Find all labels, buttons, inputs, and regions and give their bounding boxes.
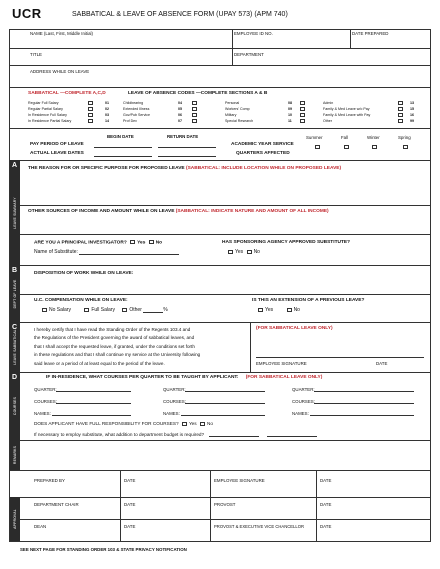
- actual-return-input[interactable]: [158, 151, 216, 157]
- substitute-budget-row: [34, 431, 317, 437]
- full-responsibility-row: [34, 421, 213, 426]
- substitute-row: [34, 249, 179, 255]
- code-label: In Residence Full Salary: [28, 113, 67, 117]
- summer-checkbox[interactable]: [315, 145, 320, 149]
- employee-id-label: EMPLOYEE ID NO.: [234, 31, 273, 36]
- full-salary-checkbox[interactable]: [84, 308, 89, 312]
- employee-signature-input[interactable]: [214, 485, 314, 495]
- section-c-sabbatical-note: (FOR SABBATICAL LEAVE ONLY): [256, 326, 333, 331]
- actual-dates-label: ACTUAL LEAVE DATES: [30, 151, 84, 156]
- season-fall-label: Fall: [341, 135, 349, 140]
- title-input[interactable]: [30, 57, 230, 65]
- code-checkbox-03[interactable]: [88, 113, 93, 117]
- pi-yes-checkbox[interactable]: [130, 240, 135, 244]
- names-label: NAMES:: [34, 411, 51, 416]
- code-label: Gov/Pub Service: [123, 113, 150, 117]
- reason-label: [28, 166, 341, 171]
- provost-label: PROVOST: [214, 502, 236, 507]
- substitute-budget-text: If necessary to employ substitute, what addition to department budget is required?: [34, 432, 205, 437]
- evc-label: PROVOST & EXECUTIVE VICE CHANCELLOR: [214, 524, 304, 529]
- academic-year-label: ACADEMIC YEAR SERVICE: [231, 142, 294, 147]
- section-a-sidebar: [9, 160, 20, 265]
- extension-yes-checkbox[interactable]: [258, 308, 263, 312]
- dept-chair-label: DEPARTMENT CHAIR: [34, 502, 79, 507]
- uc-comp-options: [40, 307, 168, 313]
- section-d-sidebar: [9, 372, 20, 440]
- income-text: OTHER SOURCES OF INCOME AND AMOUNT WHILE ON LEAVE: [28, 209, 175, 214]
- section-a-side-label: LEAVE SUMMARY: [12, 196, 17, 229]
- quarters-affected-label: QUARTERS AFFECTED: [236, 151, 290, 156]
- full-resp-yes-label: Yes: [188, 421, 197, 426]
- date-prepared-label: DATE PREPARED: [352, 31, 389, 36]
- form-title: SABBATICAL & LEAVE OF ABSENCE FORM (UPAY 573) (APM 740): [72, 11, 288, 18]
- approval-side-label: APPROVAL: [12, 509, 17, 529]
- names-label: NAMES:: [292, 411, 309, 416]
- disposition-label: DISPOSITION OF WORK WHILE ON LEAVE:: [34, 271, 134, 276]
- section-b-letter: B: [11, 267, 18, 274]
- percent-sign: %: [163, 307, 168, 313]
- names-1-input[interactable]: [52, 410, 131, 416]
- winter-checkbox[interactable]: [372, 145, 377, 149]
- names-3-input[interactable]: [310, 410, 414, 416]
- section-c-side-label: LEAVE SABBATICAL: [12, 329, 17, 365]
- season-winter-label: Winter: [367, 135, 380, 140]
- courses-3-input[interactable]: [314, 398, 414, 404]
- extension-answers: [256, 307, 300, 313]
- department-input[interactable]: [234, 57, 430, 65]
- disposition-input[interactable]: [34, 278, 429, 292]
- agency-no-checkbox[interactable]: [247, 250, 252, 254]
- other-salary-label: Other: [129, 307, 142, 313]
- code-label: Family & Med Leave with Pay: [323, 113, 371, 117]
- agency-yes-checkbox[interactable]: [228, 250, 233, 254]
- dean-date-label: DATE: [124, 524, 136, 529]
- code-label: Prof Dev: [123, 119, 137, 123]
- dean-label: DEAN: [34, 524, 47, 529]
- code-label: Special Research: [225, 119, 254, 123]
- other-percent-input[interactable]: [143, 307, 163, 313]
- income-label: [28, 209, 329, 214]
- full-resp-no-label: No: [206, 421, 213, 426]
- code-number: 99: [410, 119, 414, 123]
- reason-note: (SABBATICAL: INCLUDE LOCATION WHILE ON PROPOSED LEAVE): [185, 166, 342, 171]
- employee-signature-label: EMPLOYEE SIGNATURE: [214, 478, 265, 483]
- fall-checkbox[interactable]: [344, 145, 349, 149]
- pi-question-text: ARE YOU A PRINCIPAL INVESTIGATOR?: [34, 240, 127, 246]
- pay-period-begin-input[interactable]: [94, 142, 152, 148]
- quarter-3-input[interactable]: [314, 386, 414, 392]
- no-salary-label: No Salary: [49, 307, 71, 313]
- code-number: 09: [288, 107, 292, 111]
- code-label: Workers' Comp: [225, 107, 250, 111]
- code-checkbox-15[interactable]: [398, 107, 403, 111]
- courses-label: COURSES:: [292, 399, 315, 404]
- no-salary-checkbox[interactable]: [42, 308, 47, 312]
- prepared-by-label: PREPARED BY: [34, 478, 65, 483]
- code-number: 01: [105, 101, 109, 105]
- section-c-sidebar: [9, 322, 20, 372]
- code-checkbox-11[interactable]: [300, 119, 305, 123]
- return-date-label: RETURN DATE: [167, 134, 199, 139]
- code-checkbox-99[interactable]: [398, 119, 403, 123]
- code-checkbox-09[interactable]: [300, 107, 305, 111]
- code-number: 02: [105, 107, 109, 111]
- section-b-sidebar: [9, 265, 20, 322]
- code-label: Personal: [225, 101, 240, 105]
- code-number: 07: [178, 119, 182, 123]
- certify-line: that I shall accept the requested leave, if granted, under the conditions set forth: [34, 343, 195, 349]
- full-resp-yes-checkbox[interactable]: [182, 422, 187, 426]
- remarks-input[interactable]: [22, 441, 430, 469]
- quarter-2-input[interactable]: [185, 386, 265, 392]
- section-d-heading-text: IF IN-RESIDENCE, WHAT COURSES PER QUARTER TO BE TAUGHT BY APPLICANT:: [46, 375, 239, 380]
- quarter-label: QUARTER:: [34, 387, 57, 392]
- name-field-label: NAME (Last, First, Middle Initial): [30, 31, 93, 36]
- agency-no-label: No: [253, 249, 260, 255]
- code-label: Regular Full Salary: [28, 101, 59, 105]
- extension-no-label: No: [293, 307, 300, 313]
- code-label: Childbearing: [123, 101, 144, 105]
- code-checkbox-10[interactable]: [300, 113, 305, 117]
- code-number: 14: [105, 119, 109, 123]
- code-number: 16: [410, 113, 414, 117]
- ucr-logo: UCR: [12, 6, 42, 21]
- code-label: Other: [323, 119, 332, 123]
- courses-2-input[interactable]: [185, 398, 265, 404]
- section-c-letter: C: [11, 324, 18, 331]
- pi-question: [34, 240, 162, 245]
- loa-codes-heading: LEAVE OF ABSENCE CODES —COMPLETE SECTIONS A & B: [128, 91, 268, 96]
- section-b-side-label: DEPT OF LEAVE: [12, 279, 17, 308]
- other-salary-checkbox[interactable]: [122, 308, 127, 312]
- season-spring-label: Spring: [398, 135, 411, 140]
- dept-chair-date-label: DATE: [124, 502, 136, 507]
- pay-period-return-input[interactable]: [158, 142, 216, 148]
- certify-line: said leave or a period of at least equal to the period of the leave.: [34, 360, 165, 366]
- evc-date-label: DATE: [320, 524, 332, 529]
- season-summer-label: Summer: [306, 135, 323, 140]
- pay-period-label: PAY PERIOD OF LEAVE: [30, 142, 84, 147]
- code-checkbox-06[interactable]: [192, 113, 197, 117]
- footer-note: SEE NEXT PAGE FOR STANDING ORDER 103 & STATE PRIVACY NOTIFICATION: [20, 547, 187, 552]
- certify-line: I hereby certify that I have read the Standing Order of the Regents 103.4 and: [34, 327, 191, 332]
- code-label: Military: [225, 113, 237, 117]
- code-checkbox-16[interactable]: [398, 113, 403, 117]
- code-number: 04: [178, 101, 182, 105]
- income-note: (SABBATICAL: INDICATE NATURE AND AMOUNT OF ALL INCOME): [175, 209, 329, 214]
- title-label: TITLE: [30, 52, 42, 57]
- full-responsibility-text: DOES APPLICANT HAVE FULL RESPONSIBILITY FOR COURSES?: [34, 421, 179, 426]
- names-label: NAMES:: [163, 411, 180, 416]
- substitute-name-label: Name of Substitute:: [34, 249, 78, 255]
- section-d-letter: D: [11, 374, 18, 381]
- code-label: Admin: [323, 101, 334, 105]
- address-input[interactable]: [30, 75, 430, 84]
- section-d-sabbatical-note: (FOR SABBATICAL LEAVE ONLY): [245, 375, 323, 380]
- code-checkbox-04[interactable]: [192, 101, 197, 105]
- code-number: 06: [178, 113, 182, 117]
- agency-question: HAS SPONSORING AGENCY APPROVED SUBSTITUTE?: [222, 240, 351, 245]
- quarter-1-input[interactable]: [56, 386, 131, 392]
- section-d-side-label: COURSES: [12, 396, 17, 416]
- code-number: 03: [105, 113, 109, 117]
- date-prepared-input[interactable]: [352, 37, 430, 47]
- code-checkbox-08[interactable]: [300, 101, 305, 105]
- certify-line: the Regulations of the President governing the award of sabbatical leaves, and: [34, 335, 195, 341]
- pi-no-checkbox[interactable]: [149, 240, 154, 244]
- code-label: In Residence Partial Salary: [28, 119, 72, 123]
- section-c-date-label: DATE: [376, 361, 388, 366]
- courses-label: COURSES:: [34, 399, 57, 404]
- employee-id-input[interactable]: [234, 37, 348, 47]
- code-label: Family & Med Leave w/o Pay: [323, 107, 370, 111]
- full-resp-no-checkbox[interactable]: [200, 422, 205, 426]
- section-a-letter: A: [11, 162, 18, 169]
- substitute-name-input[interactable]: [79, 249, 179, 255]
- extension-no-checkbox[interactable]: [287, 308, 292, 312]
- prepared-date-label: DATE: [124, 478, 136, 483]
- code-checkbox-02[interactable]: [88, 107, 93, 111]
- agency-answers: [226, 249, 260, 255]
- prepared-by-input[interactable]: [34, 485, 118, 495]
- remarks-side-label: REMARKS: [12, 445, 17, 465]
- courses-1-input[interactable]: [56, 398, 131, 404]
- courses-label: COURSES:: [163, 399, 186, 404]
- section-d-heading: [46, 375, 322, 380]
- code-label: Extended Illness: [123, 107, 150, 111]
- extension-question: IS THIS AN EXTENSION OF A PREVIOUS LEAVE?: [252, 298, 365, 303]
- certification-text: [34, 326, 200, 368]
- code-checkbox-13[interactable]: [398, 101, 403, 105]
- uc-comp-label: U.C. COMPENSATION WHILE ON LEAVE:: [34, 298, 128, 303]
- department-label: DEPARTMENT: [234, 52, 264, 57]
- code-number: 05: [178, 107, 182, 111]
- spring-checkbox[interactable]: [403, 145, 408, 149]
- sabbatical-codes-heading: SABBATICAL —COMPLETE A,C,D: [28, 91, 106, 96]
- reason-input[interactable]: [28, 173, 428, 203]
- code-number: 10: [288, 113, 292, 117]
- certify-line: in these regulations and that I shall continue my service at the University following: [34, 352, 201, 358]
- pi-yes-label: Yes: [137, 240, 146, 246]
- code-number: 08: [288, 101, 292, 105]
- extension-yes-label: Yes: [265, 307, 274, 313]
- quarter-label: QUARTER:: [292, 387, 315, 392]
- code-checkbox-07[interactable]: [192, 119, 197, 123]
- section-c-signature-input[interactable]: [256, 352, 424, 358]
- approval-sidebar: [9, 497, 20, 541]
- code-checkbox-05[interactable]: [192, 107, 197, 111]
- full-salary-label: Full Salary: [91, 307, 115, 313]
- name-input[interactable]: [30, 37, 230, 47]
- code-checkbox-01[interactable]: [88, 101, 93, 105]
- code-label: Regular Partial Salary: [28, 107, 63, 111]
- income-input[interactable]: [28, 216, 428, 232]
- provost-date-label: DATE: [320, 502, 332, 507]
- code-checkbox-14[interactable]: [88, 119, 93, 123]
- pi-no-label: No: [155, 240, 163, 246]
- substitute-budget-input-1[interactable]: [209, 431, 259, 437]
- substitute-budget-input-2[interactable]: [267, 431, 317, 437]
- address-label: ADDRESS WHILE ON LEAVE: [30, 69, 90, 74]
- actual-begin-input[interactable]: [94, 151, 152, 157]
- code-number: 15: [410, 107, 414, 111]
- employee-date-label: DATE: [320, 478, 332, 483]
- agency-yes-label: Yes: [235, 249, 244, 255]
- begin-date-label: BEGIN DATE: [107, 134, 134, 139]
- names-2-input[interactable]: [181, 410, 265, 416]
- remarks-sidebar: [9, 440, 20, 470]
- section-c-signature-label: EMPLOYEE SIGNATURE: [256, 361, 307, 366]
- reason-text: THE REASON FOR OR SPECIFIC PURPOSE FOR PROPOSED LEAVE: [28, 166, 185, 171]
- code-number: 11: [288, 119, 292, 123]
- code-number: 13: [410, 101, 414, 105]
- quarter-label: QUARTER:: [163, 387, 186, 392]
